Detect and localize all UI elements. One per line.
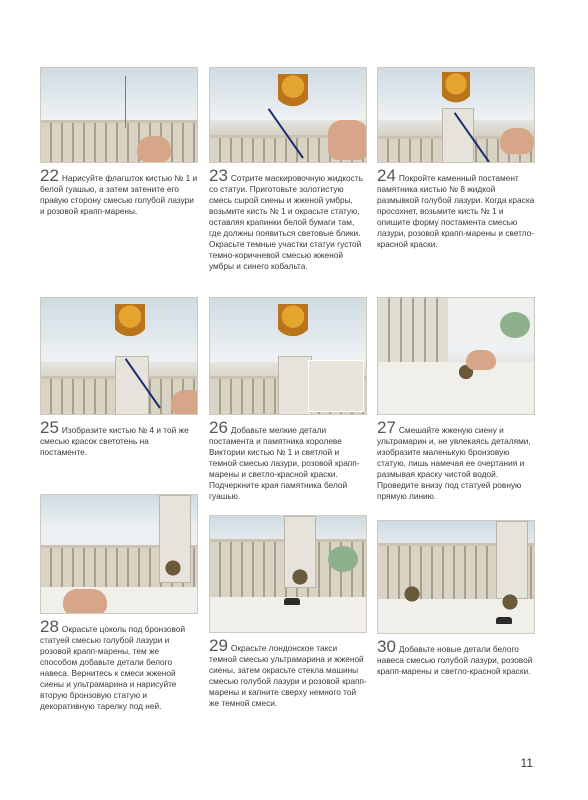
page-number: 11 — [520, 756, 533, 770]
step-number: 27 — [377, 418, 396, 437]
step-27 — [377, 297, 535, 502]
step-27-illustration — [377, 297, 535, 415]
step-28-illustration — [40, 494, 198, 614]
step-text: Окрасьте цоколь под бронзовой статуей смесью голубой лазури и розовой крапп-марены, тем же способом добавьте детали белого навеса. Вернитесь к смеси жженой сиены и ультрамарина и нарисуйте вторую бронзовую статую и декоративную тарелку под ней. — [40, 624, 186, 711]
step-number: 29 — [209, 636, 228, 655]
step-29-illustration — [209, 515, 367, 633]
step-30 — [377, 520, 535, 677]
step-number: 30 — [377, 637, 396, 656]
step-text: Смешайте жженую сиену и ультрамарин и, не увлекаясь деталями, изобразите маленькую бронзовую статую, лишь намечая ее очертания и размывая краску чистой водой. Проведите внизу под статуей ровную прямую линию. — [377, 425, 531, 501]
step-text: Окрасьте лондонское такси темной смесью ультрамарина и жженой сиены, затем окрасьте стекла машины смесью голубой лазури и розовой крапп-марены и капните сверху немного той же темной смеси. — [209, 643, 367, 708]
step-23-illustration — [209, 67, 367, 163]
step-24 — [377, 67, 535, 250]
step-30-illustration — [377, 520, 535, 634]
step-26-illustration — [209, 297, 367, 415]
step-23 — [209, 67, 367, 272]
step-text: Добавьте новые детали белого навеса смесью голубой лазури, розовой крапп-марены и светло-красной краски. — [377, 644, 533, 676]
step-number: 28 — [40, 617, 59, 636]
step-25 — [40, 297, 198, 458]
step-text: Покройте каменный постамент памятника кистью № 8 жидкой размывкой голубой лазури. Когда краска просохнет, возьмите кисть № 1 и опишите форму постамента смесью лазури, розовой крапп-марены и светло-красной краски. — [377, 173, 535, 249]
step-22 — [40, 67, 198, 217]
step-22-illustration — [40, 67, 198, 163]
step-number: 25 — [40, 418, 59, 437]
step-number: 26 — [209, 418, 228, 437]
step-28 — [40, 494, 198, 712]
step-text: Добавьте мелкие детали постамента и памятника королеве Виктории кистью № 1 и светлой и темной смесью лазури, розовой крапп-марены и светло-красной краски. Подчеркните края памятника белой гуашью. — [209, 425, 360, 501]
step-26 — [209, 297, 367, 502]
step-number: 23 — [209, 166, 228, 185]
step-29 — [209, 515, 367, 709]
step-number: 24 — [377, 166, 396, 185]
step-24-illustration — [377, 67, 535, 163]
step-number: 22 — [40, 166, 59, 185]
step-text: Изобразите кистью № 4 и той же смесью красок светотень на постаменте. — [40, 425, 189, 457]
step-25-illustration — [40, 297, 198, 415]
step-text: Сотрите маскировочную жидкость со статуи. Приготовьте золотистую смесь сырой сиены и жженой умбры, возьмите кисть № 1 и окрасьте статую, оставляя крапинки белой бумаги там, где должны появиться световые блики. Окрасьте темные участки статуи густой темно-коричневой смесью жженой умбры и синего кобальта. — [209, 173, 363, 271]
step-text: Нарисуйте флагшток кистью № 1 и белой гуашью, а затем затените его правую сторону смесью голубой лазури и розовой крапп-марены. — [40, 173, 198, 216]
